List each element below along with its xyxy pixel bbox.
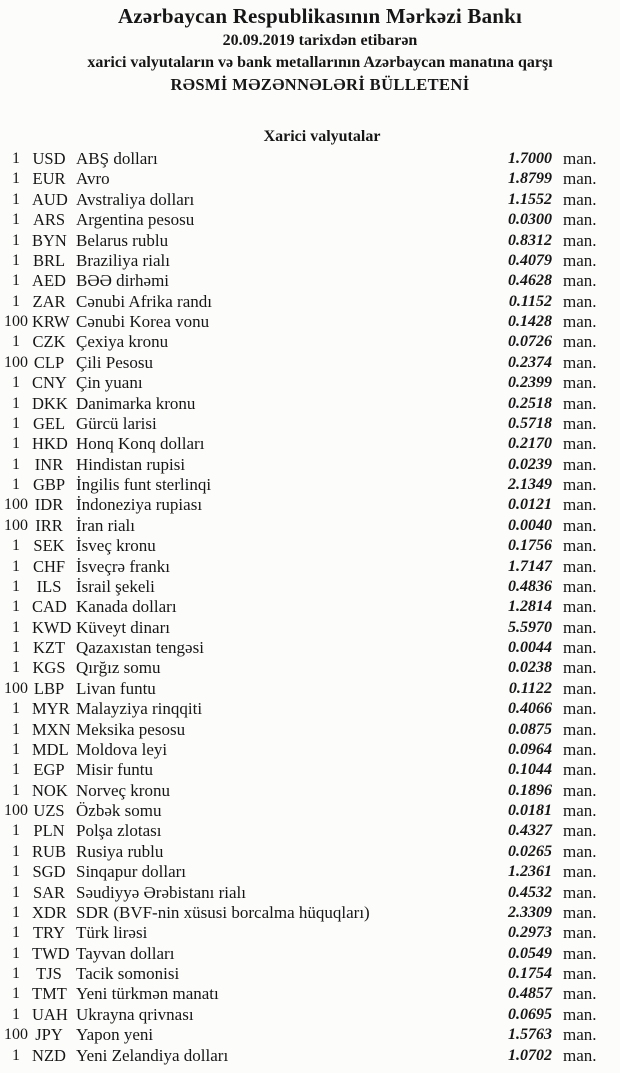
currency-code: PLN	[33, 821, 65, 841]
currency-name: Polşa zlotası	[76, 821, 162, 841]
currency-name: SDR (BVF-nin xüsusi borcalma hüquqları)	[76, 902, 370, 922]
rate-row	[0, 618, 598, 638]
quantity: 1	[12, 1005, 20, 1023]
rate-value: 1.0702	[508, 1046, 552, 1064]
rate-row	[0, 394, 598, 414]
rate-row	[0, 781, 598, 801]
unit-label: man.	[563, 1045, 597, 1065]
currency-name: Sinqapur dolları	[76, 862, 187, 882]
rate-row	[0, 271, 598, 291]
unit-label: man.	[563, 454, 597, 474]
unit-label: man.	[563, 373, 597, 393]
quantity: 1	[12, 720, 20, 738]
currency-code: IRR	[35, 515, 63, 535]
currency-name: Çin yuanı	[76, 373, 143, 393]
quantity: 1	[12, 292, 20, 310]
bulletin-header	[0, 0, 620, 96]
unit-label: man.	[563, 617, 597, 637]
rate-value: 0.0875	[508, 720, 552, 738]
rate-row	[0, 353, 598, 373]
unit-label: man.	[563, 943, 597, 963]
currency-code: MDL	[32, 739, 69, 759]
currency-code: ILS	[36, 576, 62, 596]
currency-name: İndoneziya rupiası	[76, 495, 203, 515]
currency-code: SGD	[32, 862, 66, 882]
rate-row	[0, 964, 598, 984]
rate-row	[0, 760, 598, 780]
rate-row	[0, 679, 598, 699]
unit-label: man.	[563, 780, 597, 800]
currency-code: CZK	[32, 332, 66, 352]
currency-name: Misir funtu	[76, 760, 153, 780]
currency-name: Moldova leyi	[76, 739, 168, 759]
rate-value: 1.5763	[508, 1026, 552, 1044]
rate-value: 1.1552	[508, 190, 552, 208]
currency-code: INR	[34, 454, 64, 474]
unit-label: man.	[563, 210, 597, 230]
rate-value: 0.1044	[508, 761, 552, 779]
rate-row	[0, 455, 598, 475]
quantity: 1	[12, 842, 20, 860]
rate-row	[0, 638, 598, 658]
unit-label: man.	[563, 576, 597, 596]
currency-name: Braziliya rialı	[76, 250, 170, 270]
rate-value: 0.0044	[508, 639, 552, 656]
currency-code: XDR	[32, 902, 67, 922]
currency-name: İsrail şekeli	[76, 576, 155, 596]
rate-value: 0.8312	[508, 231, 552, 249]
unit-label: man.	[563, 495, 597, 515]
unit-label: man.	[563, 475, 597, 494]
currency-code: JPY	[35, 1025, 63, 1045]
currency-name: BƏƏ dirhəmi	[76, 271, 170, 291]
rate-value: 0.1152	[508, 292, 552, 310]
rate-value: 0.0265	[508, 842, 552, 860]
unit-label: man.	[563, 230, 597, 250]
currency-code: KRW	[32, 312, 70, 331]
rate-value: 0.4532	[508, 883, 552, 901]
currency-name: Honq Konq dolları	[76, 434, 205, 454]
unit-label: man.	[563, 291, 597, 311]
unit-label: man.	[563, 902, 597, 922]
unit-label: man.	[563, 739, 597, 759]
rate-row	[0, 516, 598, 536]
currency-name: Türk lirəsi	[76, 923, 148, 943]
quantity: 1	[12, 211, 20, 229]
currency-name: Malayziya rinqqiti	[76, 699, 203, 719]
rate-row	[0, 373, 598, 393]
currency-name: Qazaxıstan tengəsi	[76, 638, 204, 657]
quantity: 1	[12, 577, 20, 595]
quantity: 1	[12, 598, 20, 616]
currency-code: KWD	[32, 617, 72, 637]
unit-label: man.	[563, 352, 597, 372]
rate-row	[0, 658, 598, 678]
bank-name: Azərbaycan Respublikasının Mərkəzi Bankı	[117, 4, 523, 28]
rate-value: 0.4836	[508, 577, 552, 595]
rate-value: 0.5718	[508, 414, 552, 432]
quantity: 1	[12, 272, 20, 290]
quantity: 1	[12, 903, 20, 921]
currency-name: Küveyt dinarı	[76, 617, 170, 637]
quantity: 1	[12, 414, 20, 432]
rate-value: 1.7000	[508, 150, 552, 167]
rate-value: 1.7147	[508, 557, 552, 575]
rate-value: 0.1896	[508, 781, 552, 799]
unit-label: man.	[563, 699, 597, 719]
rate-value: 0.0181	[508, 802, 552, 819]
rate-row	[0, 842, 598, 862]
currency-name: Yeni türkmən manatı	[76, 984, 219, 1004]
currency-name: Səudiyyə Ərəbistanı rialı	[76, 882, 246, 902]
rate-row	[0, 984, 598, 1004]
rate-row	[0, 720, 598, 740]
quantity: 1	[12, 761, 20, 779]
rate-value: 0.4857	[508, 985, 552, 1003]
currency-code: UZS	[33, 801, 65, 820]
quantity: 1	[12, 740, 20, 758]
currency-code: NZD	[32, 1045, 66, 1065]
quantity: 1	[12, 822, 20, 840]
quantity: 1	[12, 190, 20, 208]
currency-code: CLP	[33, 352, 65, 372]
unit-label: man.	[563, 760, 597, 780]
currency-code: TRY	[32, 923, 66, 943]
subject-line: xarici valyutaların və bank metallarının Azərbaycan manatına qarşı	[87, 54, 553, 71]
quantity: 1	[12, 476, 20, 493]
rate-value: 0.4628	[508, 272, 552, 290]
quantity: 1	[12, 700, 20, 718]
quantity: 1	[12, 170, 20, 188]
unit-label: man.	[563, 658, 597, 678]
currency-code: BRL	[32, 250, 66, 270]
quantity: 1	[12, 455, 20, 473]
currency-name: Hindistan rupisi	[76, 454, 186, 474]
currency-name: Kanada dolları	[76, 597, 177, 617]
rate-row	[0, 597, 598, 617]
rate-value: 2.3309	[508, 903, 552, 921]
unit-label: man.	[563, 149, 597, 168]
rate-row	[0, 557, 598, 577]
quantity: 1	[12, 965, 20, 982]
rate-value: 2.1349	[508, 476, 552, 493]
currency-name: Avstraliya dolları	[76, 189, 195, 209]
currency-code: EUR	[32, 169, 66, 189]
section-title-foreign-currencies: Xarici valyutalar	[263, 128, 381, 145]
currency-code: DKK	[32, 393, 68, 413]
quantity: 1	[12, 883, 20, 901]
quantity: 100	[4, 313, 28, 330]
unit-label: man.	[563, 719, 597, 739]
currency-name: Çexiya kronu	[76, 332, 169, 352]
rate-row	[0, 231, 598, 251]
currency-code: GBP	[32, 475, 66, 494]
rate-value: 0.1428	[508, 313, 552, 330]
currency-code: MXN	[32, 719, 71, 739]
rate-row	[0, 414, 598, 434]
unit-label: man.	[563, 169, 597, 189]
unit-label: man.	[563, 964, 597, 983]
unit-label: man.	[563, 434, 597, 454]
currency-name: Belarus rublu	[76, 230, 169, 250]
rate-value: 0.0040	[508, 516, 552, 534]
rate-row	[0, 821, 598, 841]
currency-name: Çili Pesosu	[76, 352, 153, 372]
quantity: 1	[12, 557, 20, 575]
currency-name: Rusiya rublu	[76, 841, 164, 861]
currency-code: UAH	[32, 1004, 68, 1024]
unit-label: man.	[563, 801, 597, 820]
quantity: 1	[12, 863, 20, 881]
currency-name: Tayvan dolları	[76, 943, 175, 963]
quantity: 1	[12, 659, 20, 677]
currency-name: ABŞ dolları	[76, 149, 158, 168]
currency-code: BYN	[32, 230, 67, 250]
quantity: 1	[12, 251, 20, 269]
currency-code: EGP	[33, 760, 65, 780]
currency-name: Gürcü larisi	[76, 413, 157, 433]
rate-row	[0, 190, 598, 210]
currency-name: İran rialı	[76, 515, 135, 535]
rate-row	[0, 149, 598, 169]
rate-row	[0, 312, 598, 332]
rate-row	[0, 923, 598, 943]
quantity: 100	[4, 679, 28, 697]
quantity: 1	[12, 944, 20, 962]
rate-value: 0.1754	[508, 965, 552, 982]
effective-date-line: 20.09.2019 tarixdən etibarən	[222, 32, 418, 49]
currency-name: Cənubi Korea vonu	[76, 312, 210, 331]
rate-row	[0, 536, 598, 556]
quantity: 1	[12, 639, 20, 656]
unit-label: man.	[563, 189, 597, 209]
rate-value: 0.0300	[508, 211, 552, 229]
quantity: 100	[4, 496, 28, 514]
currency-code: SEK	[33, 536, 65, 556]
unit-label: man.	[563, 923, 597, 943]
rate-row	[0, 577, 598, 597]
currency-name: İsveçrə frankı	[76, 556, 170, 576]
rate-value: 0.0726	[508, 333, 552, 351]
rate-row	[0, 944, 598, 964]
rate-row	[0, 332, 598, 352]
currency-name: Danimarka kronu	[76, 393, 196, 413]
currency-code: LBP	[33, 678, 65, 698]
exchange-rates-table	[0, 149, 620, 1066]
currency-code: HKD	[32, 434, 68, 454]
unit-label: man.	[563, 536, 597, 556]
rate-value: 0.2518	[508, 394, 552, 412]
currency-name: Özbək somu	[76, 801, 162, 820]
currency-code: MYR	[32, 699, 70, 719]
rate-value: 0.0695	[508, 1005, 552, 1023]
currency-code: AED	[32, 271, 66, 291]
currency-code: SAR	[32, 882, 66, 902]
rate-row	[0, 801, 598, 821]
currency-code: USD	[32, 149, 66, 168]
rate-row	[0, 475, 598, 495]
currency-code: TWD	[32, 943, 70, 963]
currency-name: Livan funtu	[76, 678, 156, 698]
rate-value: 1.2361	[508, 863, 552, 881]
currency-code: IDR	[34, 495, 64, 515]
quantity: 1	[12, 231, 20, 249]
unit-label: man.	[563, 250, 597, 270]
currency-code: CNY	[32, 373, 67, 393]
quantity: 1	[12, 374, 20, 392]
rate-value: 0.2374	[508, 353, 552, 371]
quantity: 100	[4, 1026, 28, 1044]
rate-value: 0.2399	[508, 374, 552, 392]
unit-label: man.	[563, 862, 597, 882]
currency-name: Ukrayna qrivnası	[76, 1004, 194, 1024]
quantity: 1	[12, 435, 20, 453]
rate-value: 0.1756	[508, 537, 552, 555]
quantity: 1	[12, 781, 20, 799]
currency-code: KGS	[32, 658, 66, 678]
currency-code: CHF	[32, 556, 66, 576]
rate-value: 0.0964	[508, 740, 552, 758]
rate-row	[0, 169, 598, 189]
unit-label: man.	[563, 821, 597, 841]
rate-value: 0.0239	[508, 455, 552, 473]
unit-label: man.	[563, 332, 597, 352]
quantity: 1	[12, 333, 20, 351]
currency-code: AUD	[32, 189, 68, 209]
rate-value: 0.0238	[508, 659, 552, 677]
quantity: 1	[12, 537, 20, 555]
rate-value: 0.4327	[508, 822, 552, 840]
rate-row	[0, 251, 598, 271]
currency-name: Yapon yeni	[76, 1025, 154, 1045]
currency-code: TMT	[32, 984, 67, 1004]
unit-label: man.	[563, 515, 597, 535]
quantity: 1	[12, 924, 20, 942]
currency-code: GEL	[32, 413, 66, 433]
bulletin-title: RƏSMİ MƏZƏNNƏLƏRİ BÜLLETENİ	[170, 75, 470, 94]
quantity: 100	[4, 353, 28, 371]
currency-code: ARS	[32, 210, 66, 230]
rate-value: 1.8799	[508, 170, 552, 188]
unit-label: man.	[563, 556, 597, 576]
currency-name: Argentina pesosu	[76, 210, 195, 230]
unit-label: man.	[563, 882, 597, 902]
currency-code: CAD	[32, 597, 67, 617]
currency-code: RUB	[32, 841, 66, 861]
rate-row	[0, 740, 598, 760]
quantity: 100	[4, 802, 28, 819]
currency-name: Yeni Zelandiya dolları	[76, 1045, 229, 1065]
currency-code: TJS	[36, 964, 62, 983]
rate-row	[0, 862, 598, 882]
quantity: 100	[4, 516, 28, 534]
rate-row	[0, 292, 598, 312]
rate-value: 5.5970	[508, 618, 552, 636]
unit-label: man.	[563, 678, 597, 698]
rate-value: 0.1122	[508, 679, 552, 697]
currency-name: İsveç kronu	[76, 536, 156, 556]
unit-label: man.	[563, 638, 597, 657]
quantity: 1	[12, 985, 20, 1003]
rate-row	[0, 883, 598, 903]
quantity: 1	[12, 618, 20, 636]
quantity: 1	[12, 394, 20, 412]
rate-value: 0.2973	[508, 924, 552, 942]
unit-label: man.	[563, 1025, 597, 1045]
currency-name: Norveç kronu	[76, 780, 170, 800]
rate-value: 0.0121	[508, 496, 552, 514]
rate-row	[0, 1025, 598, 1045]
unit-label: man.	[563, 984, 597, 1004]
currency-code: NOK	[32, 780, 68, 800]
currency-code: KZT	[32, 638, 66, 657]
quantity: 1	[12, 1046, 20, 1064]
currency-name: Cənubi Afrika randı	[76, 291, 212, 311]
currency-code: ZAR	[32, 291, 66, 311]
currency-name: İngilis funt sterlinqi	[76, 475, 212, 494]
rate-row	[0, 1046, 598, 1066]
rate-row	[0, 434, 598, 454]
rate-row	[0, 210, 598, 230]
quantity: 1	[12, 150, 20, 167]
unit-label: man.	[563, 413, 597, 433]
unit-label: man.	[563, 393, 597, 413]
unit-label: man.	[563, 1004, 597, 1024]
rate-value: 0.0549	[508, 944, 552, 962]
rate-value: 0.4066	[508, 700, 552, 718]
currency-name: Avro	[76, 169, 110, 189]
rate-value: 1.2814	[508, 598, 552, 616]
rate-row	[0, 903, 598, 923]
unit-label: man.	[563, 271, 597, 291]
rate-row	[0, 1005, 598, 1025]
unit-label: man.	[563, 312, 597, 331]
unit-label: man.	[563, 841, 597, 861]
currency-name: Tacik somonisi	[76, 964, 180, 983]
currency-name: Qırğız somu	[76, 658, 161, 678]
unit-label: man.	[563, 597, 597, 617]
rate-row	[0, 699, 598, 719]
rate-value: 0.4079	[508, 251, 552, 269]
currency-name: Meksika pesosu	[76, 719, 186, 739]
rate-row	[0, 495, 598, 515]
rate-value: 0.2170	[508, 435, 552, 453]
